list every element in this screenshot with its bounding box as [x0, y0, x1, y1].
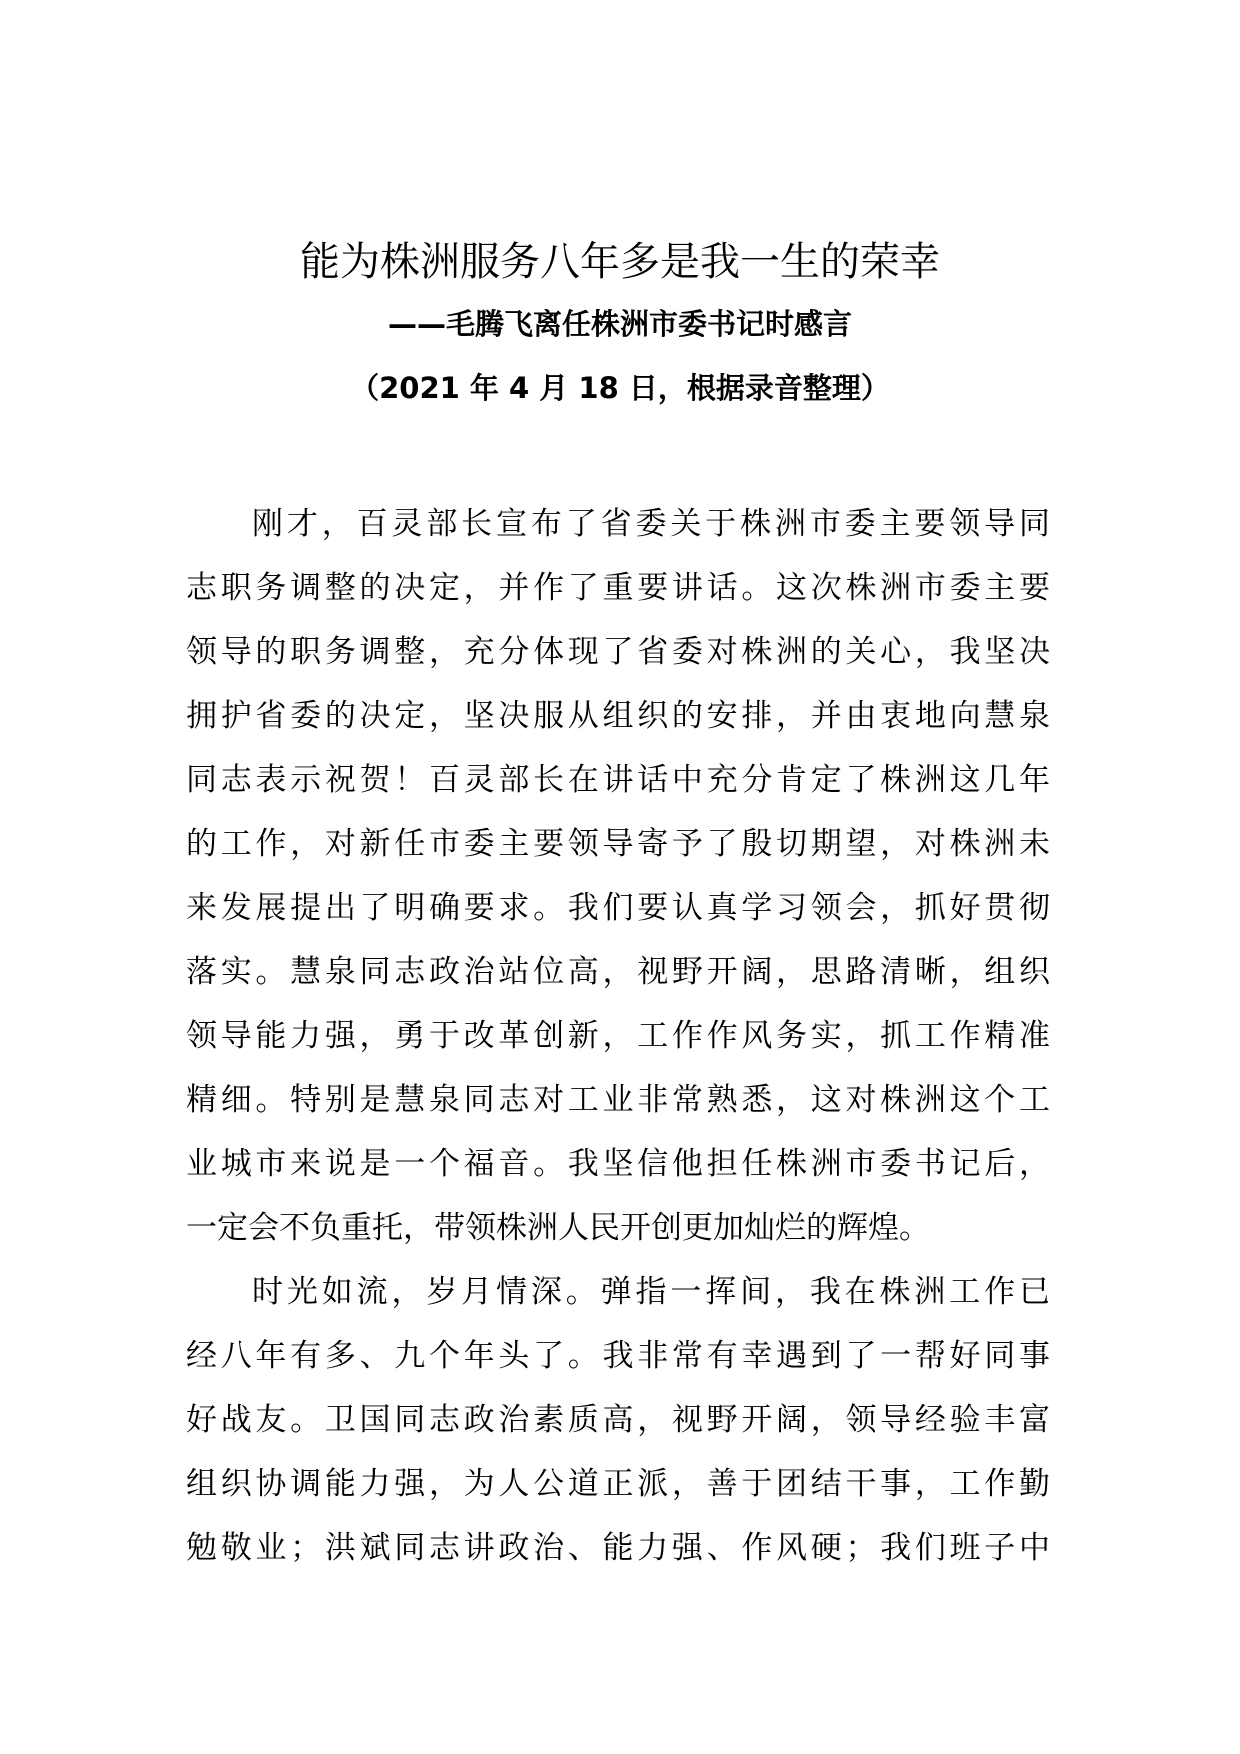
paragraph-1: [186, 492, 1050, 1260]
text-line: 刚才，百灵部长宣布了省委关于株洲市委主要领导同: [252, 506, 1050, 542]
document-title: 能为株洲服务八年多是我一生的荣幸: [300, 239, 940, 285]
document-body: [186, 492, 1050, 1580]
document-subtitle: ——毛腾飞离任株洲市委书记时感言: [387, 307, 852, 341]
text-line: 时光如流，岁月情深。弹指一挥间，我在株洲工作已: [252, 1274, 1050, 1310]
paragraph-2: [186, 1260, 1050, 1580]
text-line: 经八年有多、九个年头了。我非常有幸遇到了一帮好同事: [186, 1338, 1050, 1374]
text-line: 来发展提出了明确要求。我们要认真学习领会，抓好贯彻: [186, 890, 1050, 926]
text-line: 领导的职务调整，充分体现了省委对株洲的关心，我坚决: [186, 634, 1050, 670]
text-line: 一定会不负重托，带领株洲人民开创更加灿烂的辉煌。: [186, 1210, 930, 1246]
text-line: 组织协调能力强，为人公道正派，善于团结干事，工作勤: [186, 1466, 1050, 1502]
text-line: 拥护省委的决定，坚决服从组织的安排，并由衷地向慧泉: [186, 698, 1050, 734]
text-line: 领导能力强，勇于改革创新，工作作风务实，抓工作精准: [186, 1018, 1050, 1054]
text-line: 志职务调整的决定，并作了重要讲话。这次株洲市委主要: [186, 570, 1050, 606]
text-line: 勉敬业；洪斌同志讲政治、能力强、作风硬；我们班子中: [186, 1530, 1050, 1566]
text-line: 好战友。卫国同志政治素质高，视野开阔，领导经验丰富: [186, 1402, 1050, 1438]
document-dateline: （2021 年 4 月 18 日，根据录音整理）: [350, 371, 890, 405]
text-line: 落实。慧泉同志政治站位高，视野开阔，思路清晰，组织: [186, 954, 1050, 990]
text-line: 的工作，对新任市委主要领导寄予了殷切期望，对株洲未: [186, 826, 1050, 862]
text-line: 精细。特别是慧泉同志对工业非常熟悉，这对株洲这个工: [186, 1082, 1050, 1118]
text-line: 业城市来说是一个福音。我坚信他担任株洲市委书记后，: [186, 1146, 1050, 1182]
text-line: 同志表示祝贺！百灵部长在讲话中充分肯定了株洲这几年: [186, 762, 1050, 798]
